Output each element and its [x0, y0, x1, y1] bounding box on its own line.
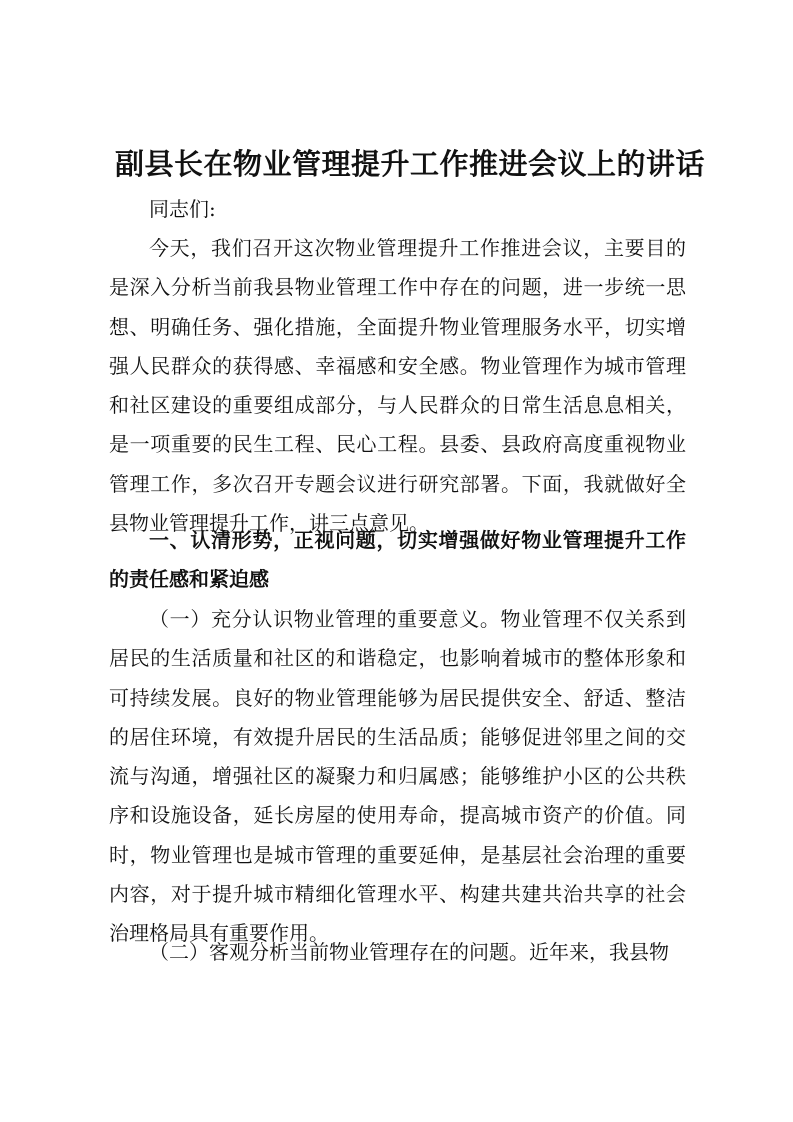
paragraph-sub-2: （二）客观分析当前物业管理存在的问题。近年来，我县物 — [149, 940, 669, 964]
salutation: 同志们: — [149, 197, 216, 221]
paragraph-intro: 今天，我们召开这次物业管理提升工作推进会议，主要目的是深入分析当前我县物业管理工作中存在的问题，进一步统一思想、明确任务、强化措施，全面提升物业管理服务水平，切实增强人民群众的获得感、幸福感和安全感。物业管理作为城市管理和社区建设的重要组成部分，与人民群众的日常生活息息相关，是一项重要的民生工程、民心工程。县委、县政府高度重视物业管理工作，多次召开专题会议进行研究部署。下面，我就做好全县物业管理提升工作，讲三点意见。 — [109, 236, 686, 536]
section-heading-1: 一、认清形势，正视问题，切实增强做好物业管理提升工作的责任感和紧迫感 — [109, 528, 686, 592]
document-title: 副县长在物业管理提升工作推进会议上的讲话 — [114, 147, 705, 181]
paragraph-sub-1: （一）充分认识物业管理的重要意义。物业管理不仅关系到居民的生活质量和社区的和谐稳定，也影响着城市的整体形象和可持续发展。良好的物业管理能够为居民提供安全、舒适、整洁的居住环境，有效提升居民的生活品质；能够促进邻里之间的交流与沟通，增强社区的凝聚力和归属感；能够维护小区的公共秩序和设施设备，延长房屋的使用寿命，提高城市资产的价值。同时，物业管理也是城市管理的重要延伸，是基层社会治理的重要内容，对于提升城市精细化管理水平、构建共建共治共享的社会治理格局具有重要作用。 — [109, 607, 686, 946]
